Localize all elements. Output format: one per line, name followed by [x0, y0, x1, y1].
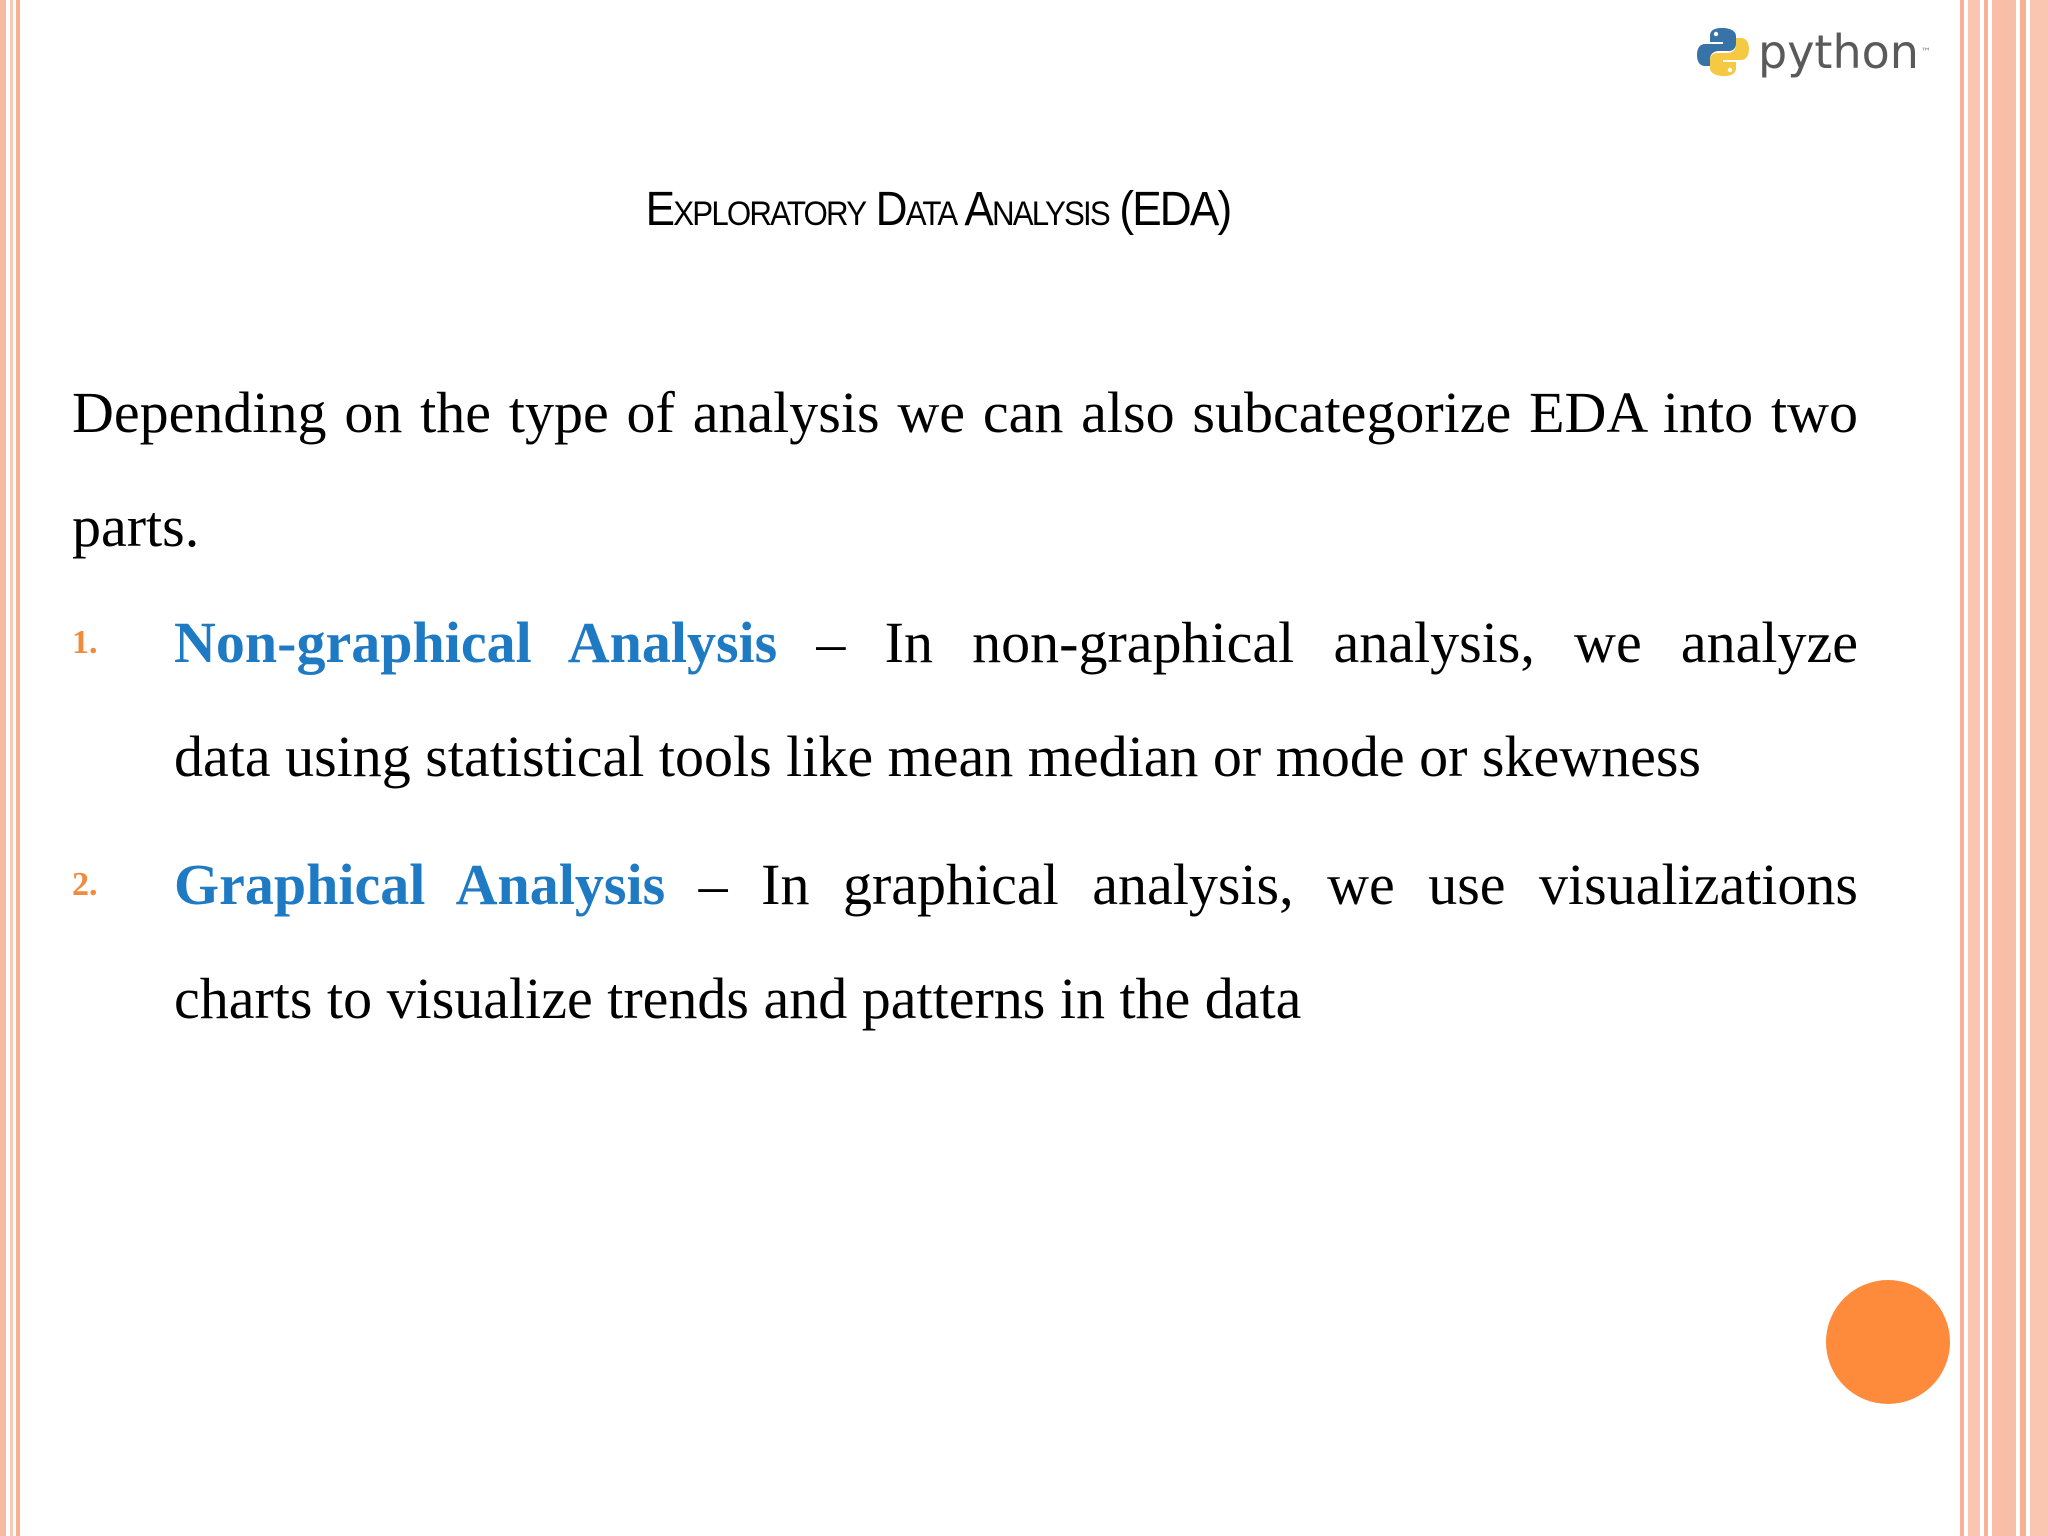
list-item-body — [174, 586, 1858, 814]
list-item-number: 2. — [72, 866, 98, 903]
python-logo-icon — [1696, 25, 1750, 79]
list-item-first-line — [174, 586, 1858, 700]
left-border-stripe — [16, 0, 20, 1536]
left-border-stripe — [10, 0, 13, 1536]
right-border-stripe — [2020, 0, 2026, 1536]
left-border-stripe — [0, 0, 6, 1536]
intro-paragraph: Depending on the type of analysis we can also subcategorize EDA into two parts. — [72, 380, 1858, 559]
right-border-stripe — [1984, 0, 1988, 1536]
list-item-term: Graphical Analysis — [174, 852, 666, 917]
slide-title: Exploratory Data Analysis (EDA) — [645, 183, 1231, 236]
list-item-text: – In graphical analysis, we use visualizations — [665, 852, 1858, 917]
logo-trademark: ™ — [1920, 46, 1931, 58]
list-item-body — [174, 828, 1858, 1056]
list-item-number: 1. — [72, 624, 98, 661]
list-item-term: Non-graphical Analysis — [174, 610, 778, 675]
right-border-stripe — [1968, 0, 1980, 1536]
right-border-stripe — [2030, 0, 2048, 1536]
decorative-orange-circle — [1826, 1280, 1950, 1404]
list-item-text: data using statistical tools like mean median or mode or skewness — [174, 724, 1702, 789]
python-logo — [1696, 20, 1931, 84]
right-border-stripe — [1960, 0, 1964, 1536]
list-item-first-line — [174, 828, 1858, 942]
list-item-text: charts to visualize trends and patterns in the data — [174, 966, 1302, 1031]
logo-wordmark: python — [1758, 25, 1919, 79]
list-item-text: – In non-graphical analysis, we analyze — [777, 610, 1858, 675]
right-border-stripe — [1992, 0, 2016, 1536]
